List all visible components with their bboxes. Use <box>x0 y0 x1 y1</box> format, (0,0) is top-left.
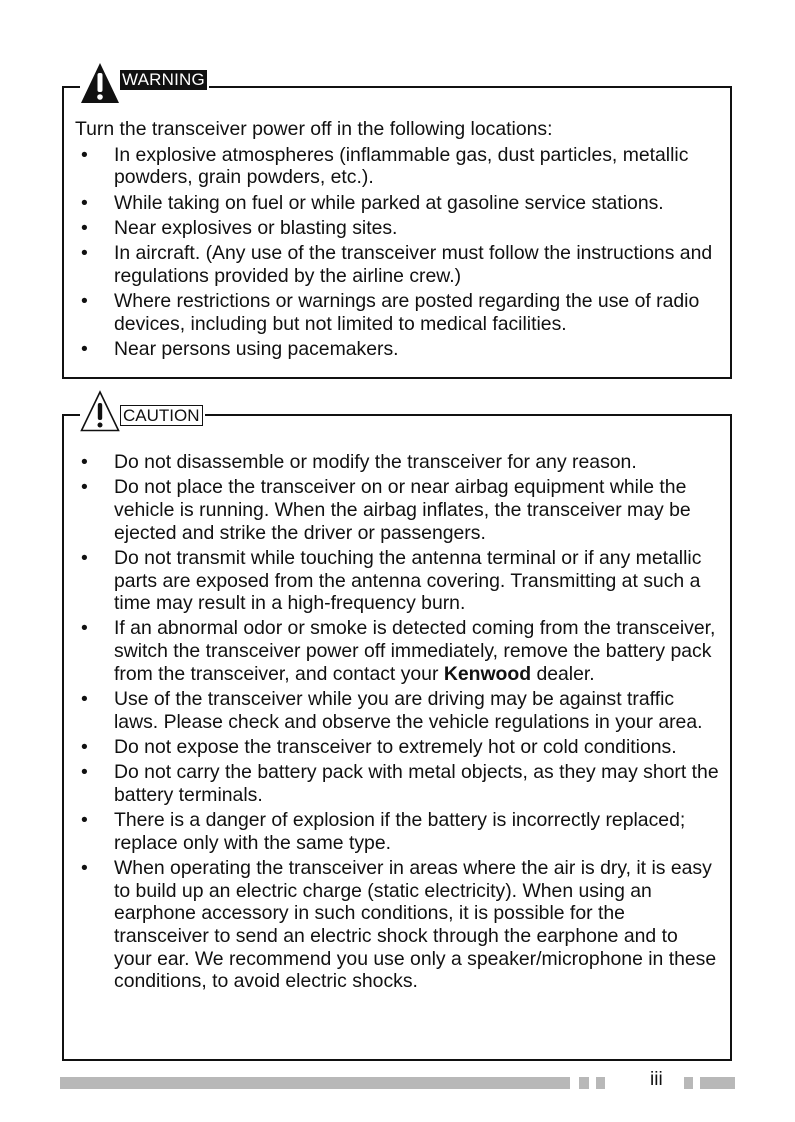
footer-square <box>684 1077 693 1089</box>
list-item: • In aircraft. (Any use of the transceiver must follow the instructions and regulations provided by the airline crew.) <box>75 242 720 287</box>
list-item: • Do not carry the battery pack with metal objects, as they may short the battery terminals. <box>75 761 720 806</box>
list-item: • Do not place the transceiver on or near airbag equipment while the vehicle is running. When the airbag inflates, the transceiver may be ejected and strike the driver or passengers. <box>75 476 720 544</box>
list-item: • Use of the transceiver while you are driving may be against traffic laws. Please check and observe the vehicle regulations in your area. <box>75 688 720 733</box>
warning-intro: Turn the transceiver power off in the following locations: <box>75 118 553 140</box>
caution-list <box>75 451 720 993</box>
footer-bar-right <box>700 1077 735 1089</box>
list-item: • Near persons using pacemakers. <box>75 338 720 361</box>
list-item: • When operating the transceiver in areas where the air is dry, it is easy to build up an electric charge (static electricity). When using an earphone accessory in such conditions, it is possible for the transceiver to send an electric shock through the earphone and to your ear. We recommend you use only a speaker/microphone in these conditions, to avoid electric shocks. <box>75 857 720 993</box>
footer-square <box>579 1077 589 1089</box>
list-item <box>75 617 720 685</box>
warning-header <box>80 62 209 104</box>
warning-box <box>62 70 732 379</box>
list-item: • In explosive atmospheres (inflammable gas, dust particles, metallic powders, grain powders, etc.). <box>75 144 720 189</box>
caution-header <box>80 390 205 432</box>
footer-square <box>596 1077 605 1089</box>
caution-box <box>62 406 732 1061</box>
list-item: • Where restrictions or warnings are posted regarding the use of radio devices, including but not limited to medical facilities. <box>75 290 720 335</box>
odor-text: If an abnormal odor or smoke is detected coming from the transceiver, switch the transceiver power off immediately, remove the battery pack from the transceiver, and contact your <box>114 617 716 685</box>
warning-label: WARNING <box>122 70 205 89</box>
page-number: iii <box>650 1069 663 1090</box>
list-item: • While taking on fuel or while parked at gasoline service stations. <box>75 192 720 215</box>
list-item: • Do not disassemble or modify the transceiver for any reason. <box>75 451 720 474</box>
list-item: • Do not transmit while touching the antenna terminal or if any metallic parts are exposed from the antenna covering. Transmitting at such a time may result in a high-frequency burn. <box>75 547 720 615</box>
odor-text-end: dealer. <box>531 662 595 685</box>
caution-triangle-icon <box>80 390 120 432</box>
warning-list <box>75 144 720 361</box>
caution-label: CAUTION <box>120 405 203 426</box>
list-item: • There is a danger of explosion if the battery is incorrectly replaced; replace only with the same type. <box>75 809 720 854</box>
brand-name: Kenwood <box>443 662 532 685</box>
footer-bar <box>60 1077 570 1089</box>
list-item: • Do not expose the transceiver to extremely hot or cold conditions. <box>75 736 720 759</box>
warning-triangle-icon <box>80 62 120 104</box>
list-item: • Near explosives or blasting sites. <box>75 217 720 240</box>
